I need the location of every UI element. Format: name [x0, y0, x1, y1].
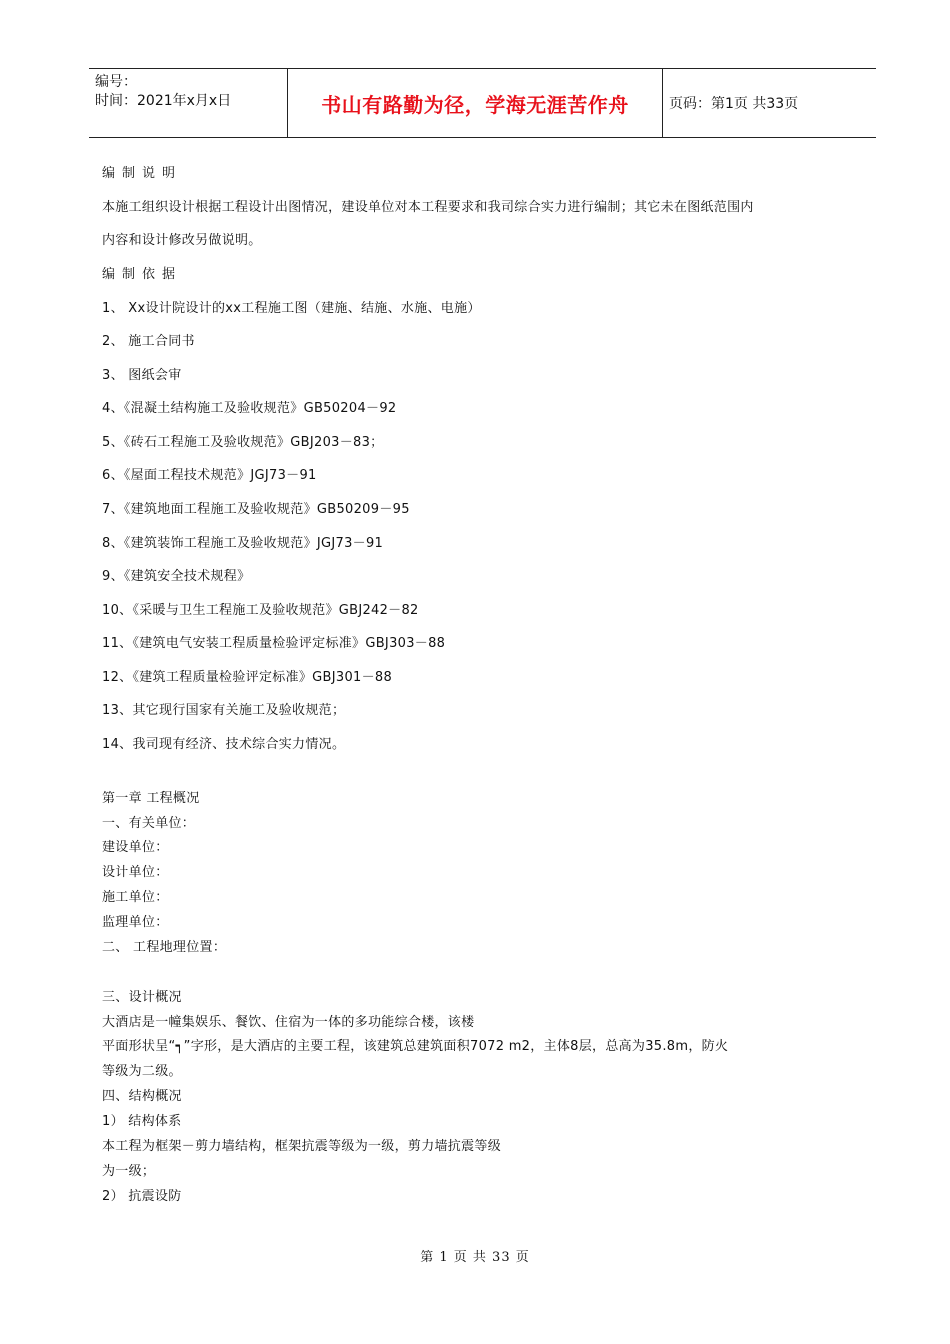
- design-line: 本工程为框架－剪力墙结构，框架抗震等级为一级，剪力墙抗震等级: [102, 1139, 502, 1154]
- chapter-title: 第一章 工程概况: [102, 791, 200, 806]
- document-number: 编号：: [95, 74, 137, 90]
- overview-line: 设计单位：: [102, 865, 169, 880]
- list-item: 2、 施工合同书: [102, 334, 195, 349]
- section-title-basis: 编制依据: [102, 267, 183, 282]
- design-line: 大酒店是一幢集娱乐、餐饮、住宿为一体的多功能综合楼，该楼: [102, 1015, 475, 1030]
- document-date: 时间：2021年x月x日: [95, 93, 232, 109]
- design-line: 三、设计概况: [102, 990, 182, 1005]
- overview-line: 施工单位：: [102, 890, 169, 905]
- list-item: 10、《采暖与卫生工程施工及验收规范》GBJ242－82: [102, 603, 419, 618]
- header-motto-cell: [287, 69, 663, 137]
- overview-line: 一、有关单位：: [102, 816, 196, 831]
- design-line: 四、结构概况: [102, 1089, 182, 1104]
- list-item: 1、 Xx设计院设计的xx工程施工图（建施、结施、水施、电施）: [102, 301, 481, 316]
- list-item: 8、《建筑装饰工程施工及验收规范》JGJ73－91: [102, 536, 384, 551]
- design-line: 为一级；: [102, 1164, 156, 1179]
- page-header: [89, 68, 876, 138]
- header-page-number: 页码：第1页 共33页: [669, 96, 799, 112]
- paragraph-line: 内容和设计修改另做说明。: [102, 233, 262, 248]
- page-footer: 第 1 页 共 33 页: [420, 1250, 530, 1265]
- header-meta: [95, 69, 287, 141]
- list-item: 11、《建筑电气安装工程质量检验评定标准》GBJ303－88: [102, 636, 446, 651]
- section-title-explanation: 编制说明: [102, 166, 183, 181]
- list-item: 14、我司现有经济、技术综合实力情况。: [102, 737, 346, 752]
- list-item: 12、《建筑工程质量检验评定标准》GBJ301－88: [102, 670, 393, 685]
- design-line: 等级为二级。: [102, 1064, 182, 1079]
- list-item: 9、《建筑安全技术规程》: [102, 569, 251, 584]
- list-item: 7、《建筑地面工程施工及验收规范》GB50209－95: [102, 502, 410, 517]
- overview-line: 监理单位：: [102, 915, 169, 930]
- design-line: 平面形状呈“┑”字形，是大酒店的主要工程，该建筑总建筑面积7072 m2，主体8层，总高为35.8m，防火: [102, 1039, 729, 1054]
- header-page-cell: [669, 69, 869, 137]
- list-item: 5、《砖石工程施工及验收规范》GBJ203－83；: [102, 435, 384, 450]
- list-item: 3、 图纸会审: [102, 368, 182, 383]
- overview-line: 二、 工程地理位置：: [102, 940, 227, 955]
- list-item: 13、其它现行国家有关施工及验收规范；: [102, 703, 346, 718]
- list-item: 6、《屋面工程技术规范》JGJ73－91: [102, 468, 317, 483]
- overview-line: 建设单位：: [102, 840, 169, 855]
- design-line: 2） 抗震设防: [102, 1189, 182, 1204]
- paragraph-line: 本施工组织设计根据工程设计出图情况，建设单位对本工程要求和我司综合实力进行编制；其它未在图纸范围内: [102, 200, 754, 215]
- design-line: 1） 结构体系: [102, 1114, 182, 1129]
- list-item: 4、《混凝土结构施工及验收规范》GB50204－92: [102, 401, 397, 416]
- header-motto: 书山有路勤为径，学海无涯苦作舟: [321, 92, 629, 117]
